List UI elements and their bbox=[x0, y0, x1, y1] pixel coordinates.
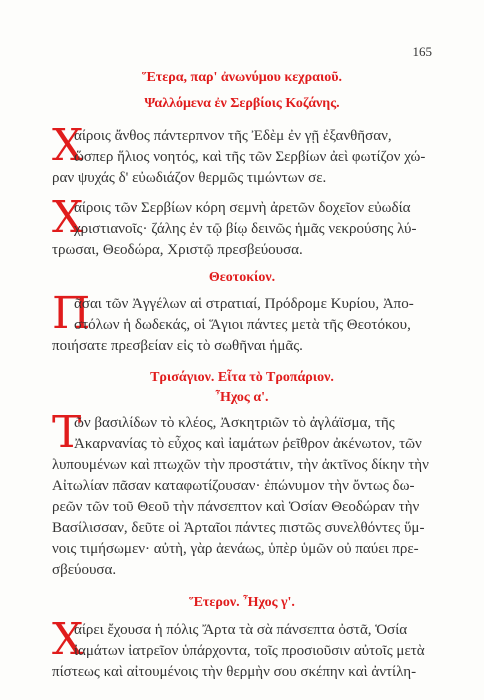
paragraph-line: στόλων ἡ δωδεκάς, οἱ Ἅγιοι πάντες μετὰ τῆς Θεοτόκου, bbox=[74, 317, 411, 333]
paragraph-line: ραν ψυχάς δ' εὐωδιάζον θερμῶς τιμώντων σε. bbox=[52, 170, 327, 186]
paragraph-line: ἰαμάτων ἰατρεῖον ὑπάρχοντα, τοῖς προσιοῦσιν αὐτοῖς μετὰ bbox=[74, 643, 425, 659]
dropcap-letter: Χ bbox=[52, 192, 84, 243]
paragraph-line: ρεῶν τῶν τοῦ Θεοῦ τὴν πάνσεπτον καὶ Ὁσίαν Θεοδώραν τὴν bbox=[52, 499, 420, 515]
paragraph-line: Βασίλισσαν, δεῦτε οἱ Ἀρταῖοι πάντες πιστῶς συνελθόντες ὕμ- bbox=[52, 520, 425, 536]
paragraph-line: Αἰτωλίαν πᾶσαν καταφωτίζουσαν· ἐπώνυμον τὴν ὄντως δω- bbox=[52, 478, 415, 494]
paragraph-line: πίστεως καὶ αἰτουμένοις τὴν θερμὴν σου σκέπην καὶ ἀντίλη- bbox=[52, 664, 417, 680]
paragraph-line: ὥσπερ ἥλιος νοητός, καὶ τῆς τῶν Σερβίων ἀεὶ φωτίζον χώ- bbox=[74, 149, 426, 165]
paragraph-line: ᾶσαι τῶν Ἀγγέλων αἱ στρατιαί, Πρόδρομε Κυρίου, Ἀπο- bbox=[74, 296, 414, 312]
dropcap-letter: Τ bbox=[52, 407, 82, 458]
dropcap-letter: Π bbox=[52, 288, 91, 339]
heading-heteron-echos-g: Ἕτερον. Ἦχος γ'. bbox=[189, 595, 295, 610]
paragraph-line: λυπουμένων καὶ πτωχῶν τὴν προστάτιν, τὴν ἀκτῖνος δίκην τὴν bbox=[52, 457, 429, 473]
heading-theotokion: Θεοτοκίον. bbox=[208, 270, 276, 285]
paragraph-line: αίρει ἔχουσα ἡ πόλις Ἄρτα τὰ σὰ πάνσεπτα ὀστᾶ, Ὁσία bbox=[74, 622, 408, 638]
paragraph-line: σβεύουσα. bbox=[52, 562, 117, 578]
page-number: 165 bbox=[412, 44, 432, 59]
heading-trisagion-troparion: Τρισάγιον. Εἶτα τὸ Τροπάριον. bbox=[150, 370, 334, 385]
paragraph-line: Ἀκαρνανίας τὸ εὖχος καὶ ἰαμάτων ῥεῖθρον ἀκένωτον, τῶν bbox=[74, 436, 422, 452]
heading-heteron-anonymous: Ἕτερα, παρ' ἀνωνύμου κεχραιοῦ. bbox=[141, 70, 343, 85]
paragraph-line: αίροις τῶν Σερβίων κόρη σεμνὴ ἀρετῶν δοχεῖον εὐωδία bbox=[74, 200, 411, 216]
heading-servia-kozani: Ψαλλόμενα ἐν Σερβίοις Κοζάνης. bbox=[144, 96, 340, 111]
paragraph-line: νοις τιμήσωμεν· αὐτὴ, γὰρ ἀενάως, ὑπὲρ ὑμῶν οὐ παύει πρε- bbox=[52, 541, 419, 557]
paragraph-line: ῶν βασιλίδων τὸ κλέος, Ἀσκητριῶν τὸ ἀγλάϊσμα, τῆς bbox=[74, 415, 395, 431]
paragraph-line: αίροις ἄνθος πάντερπνον τῆς Ἐδὲμ ἐν γῇ ἐξανθῆσαν, bbox=[74, 128, 392, 144]
paragraph-line: χριστιανοῖς· ζάλης ἐν τῷ βίῳ δεινῶς ἡμᾶς νεκρούσης λύ- bbox=[74, 221, 417, 237]
paragraph-line: τρωσαι, Θεοδώρα, Χριστῷ πρεσβεύουσα. bbox=[52, 242, 303, 258]
paragraph-line: ποιήσατε πρεσβείαν εἰς τὸ σωθῆναι ἡμᾶς. bbox=[52, 338, 303, 354]
heading-echos-a: Ἦχος α'. bbox=[215, 390, 269, 405]
dropcap-letter: Χ bbox=[52, 614, 84, 665]
dropcap-letter: Χ bbox=[52, 120, 84, 171]
